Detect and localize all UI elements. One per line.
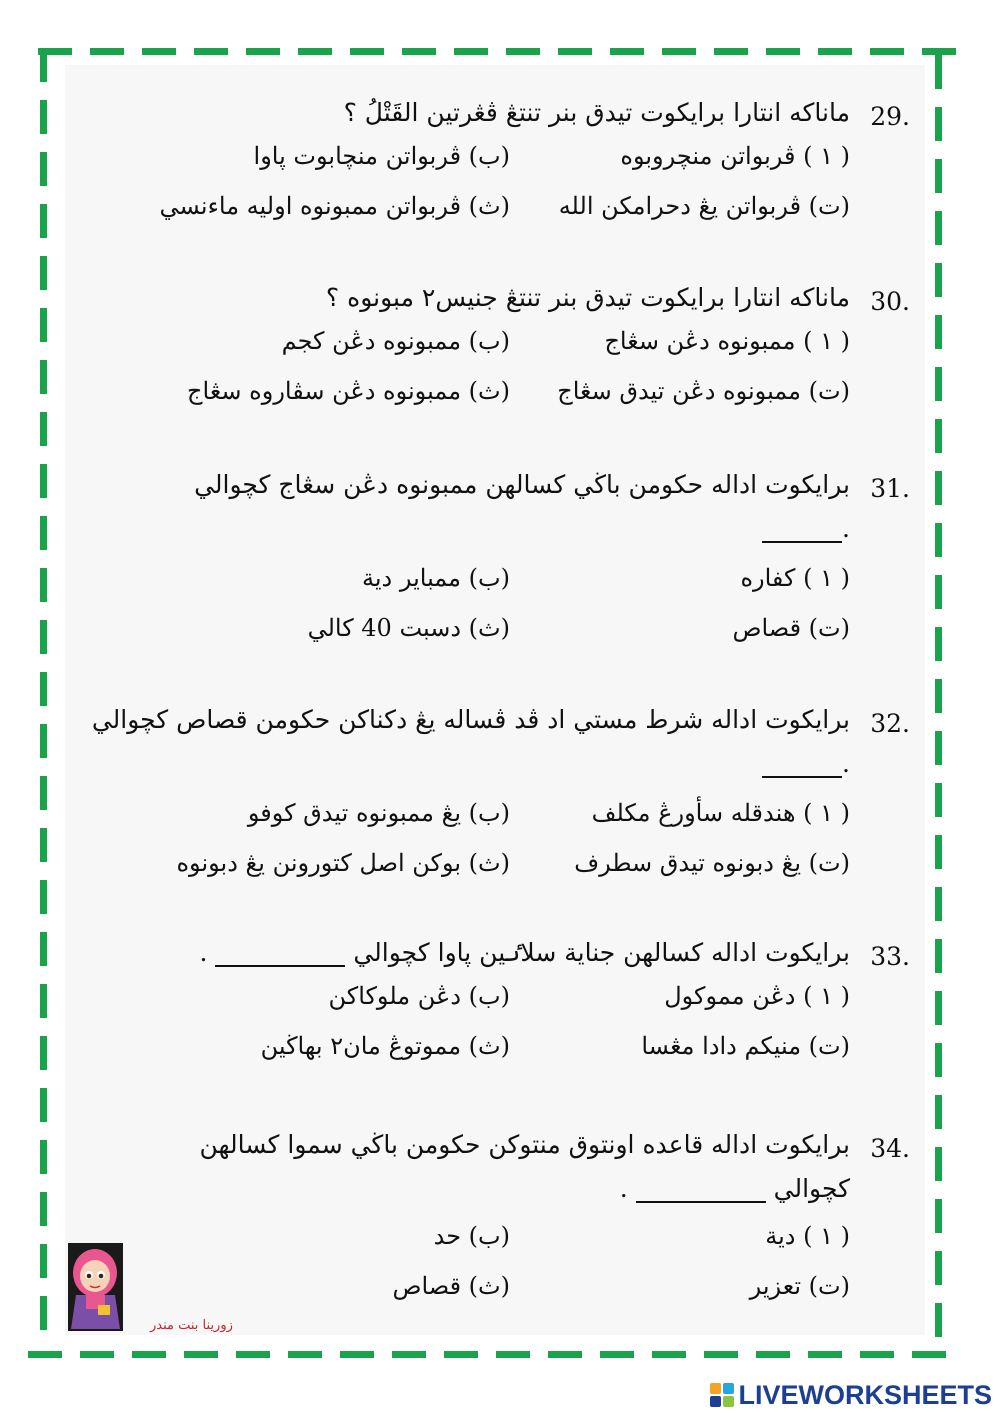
option-b[interactable]: (ب) ممباير دية: [361, 564, 510, 592]
question-32: [91, 705, 910, 899]
question-stem: برايكوت اداله حكومن باڬي كسالهن ممبونوه دڠن سڠاج كچوالي: [194, 470, 850, 499]
question-30: [95, 283, 910, 427]
question-number: 29.: [870, 102, 910, 131]
option-b[interactable]: (ب) يڠ ممبونوه تيدق كوفو: [247, 799, 510, 827]
question-34: [95, 1130, 910, 1322]
option-d[interactable]: (ث) ممبونوه دڠن سڤاروه سڠاج: [187, 377, 510, 405]
question-31: [95, 470, 910, 664]
option-c[interactable]: (ت) تعزير: [749, 1272, 850, 1300]
question-stem: ماناكه انتارا برايكوت تيدق بنر تنتڠ ڤڠرتين القَتْلُ ؟: [343, 98, 850, 127]
liveworksheets-logo-icon: [710, 1383, 734, 1407]
option-a[interactable]: ( ١ ) كفاره: [740, 564, 850, 592]
question-stem: برايكوت اداله شرط مستي اد ڤد ڤساله يڠ دكناكن حكومن قصاص كچوالي: [91, 705, 850, 734]
option-c[interactable]: (ت) قصاص: [732, 614, 850, 642]
option-b[interactable]: (ب) دڠن ملوكاكن: [328, 982, 510, 1010]
option-a[interactable]: ( ١ ) ممبونوه دڠن سڠاج: [604, 327, 850, 355]
option-d[interactable]: (ث) بوكن اصل كتورونن يڠ دبونوه: [176, 849, 510, 877]
option-a[interactable]: ( ١ ) ڤربواتن منچروبوه: [620, 142, 850, 170]
option-b[interactable]: (ب) حد: [433, 1222, 510, 1250]
option-c[interactable]: (ت) منيكم دادا مڠسا: [641, 1032, 850, 1060]
option-a[interactable]: ( ١ ) دڠن مموكول: [664, 982, 850, 1010]
option-a[interactable]: ( ١ ) هندقله سأورڠ مكلف: [591, 799, 850, 827]
question-stem-text: كچوالي: [773, 1174, 850, 1203]
answer-blank[interactable]: [215, 939, 345, 967]
option-b[interactable]: (ب) ممبونوه دڠن كجم: [281, 327, 510, 355]
question-stem-text: برايكوت اداله كسالهن جناية سلاٸين ڽاوا كچوالي: [353, 938, 850, 967]
option-c[interactable]: (ت) ڤربواتن يڠ دحرامكن الله: [558, 192, 850, 220]
option-d[interactable]: (ث) دسبت 40 كالي: [307, 614, 510, 642]
question-number: 30.: [870, 287, 910, 316]
question-stem: ماناكه انتارا برايكوت تيدق بنر تنتڠ جنيس٢ مبونوه ؟: [325, 283, 850, 312]
question-33: [95, 938, 910, 1082]
question-29: [95, 98, 910, 242]
answer-blank-line[interactable]: .: [762, 514, 850, 543]
question-stem: برايكوت اداله قاعده اونتوق منتوكن حكومن باڬي سموا كسالهن: [199, 1130, 850, 1159]
question-number: 34.: [870, 1134, 910, 1163]
option-d[interactable]: (ث) مموتوڠ مان٢ بهاڬين: [260, 1032, 510, 1060]
option-d[interactable]: (ث) ڤربواتن ممبونوه اوليه ماءنسي: [159, 192, 510, 220]
frame-right-border: [935, 55, 942, 1355]
question-stem: برايكوت اداله كسالهن جناية سلاٸين ڽاوا كچوالي .: [199, 938, 850, 967]
answer-blank-line[interactable]: .: [762, 749, 850, 778]
frame-bottom-border: [28, 1351, 958, 1358]
question-stem-continued: كچوالي .: [619, 1174, 850, 1203]
liveworksheets-footer: [710, 1381, 992, 1409]
question-number: 32.: [870, 709, 910, 738]
question-number: 31.: [870, 474, 910, 503]
brand-name: LIVEWORKSHEETS: [738, 1379, 992, 1410]
answer-blank[interactable]: [636, 1175, 766, 1203]
option-c[interactable]: (ت) يڠ دبونوه تيدق سطرف: [574, 849, 850, 877]
option-d[interactable]: (ث) قصاص: [392, 1272, 510, 1300]
hijab-girl-avatar-icon: [68, 1243, 123, 1331]
option-c[interactable]: (ت) ممبونوه دڠن تيدق سڠاج: [557, 377, 850, 405]
frame-left-border: [40, 48, 47, 1348]
author-signature: زورينا بنت مندر: [150, 1318, 233, 1333]
option-a[interactable]: ( ١ ) دية: [765, 1222, 850, 1250]
question-number: 33.: [870, 942, 910, 971]
option-b[interactable]: (ب) ڤربواتن منچابوت ڽاوا: [253, 142, 510, 170]
frame-top-border: [38, 48, 958, 55]
